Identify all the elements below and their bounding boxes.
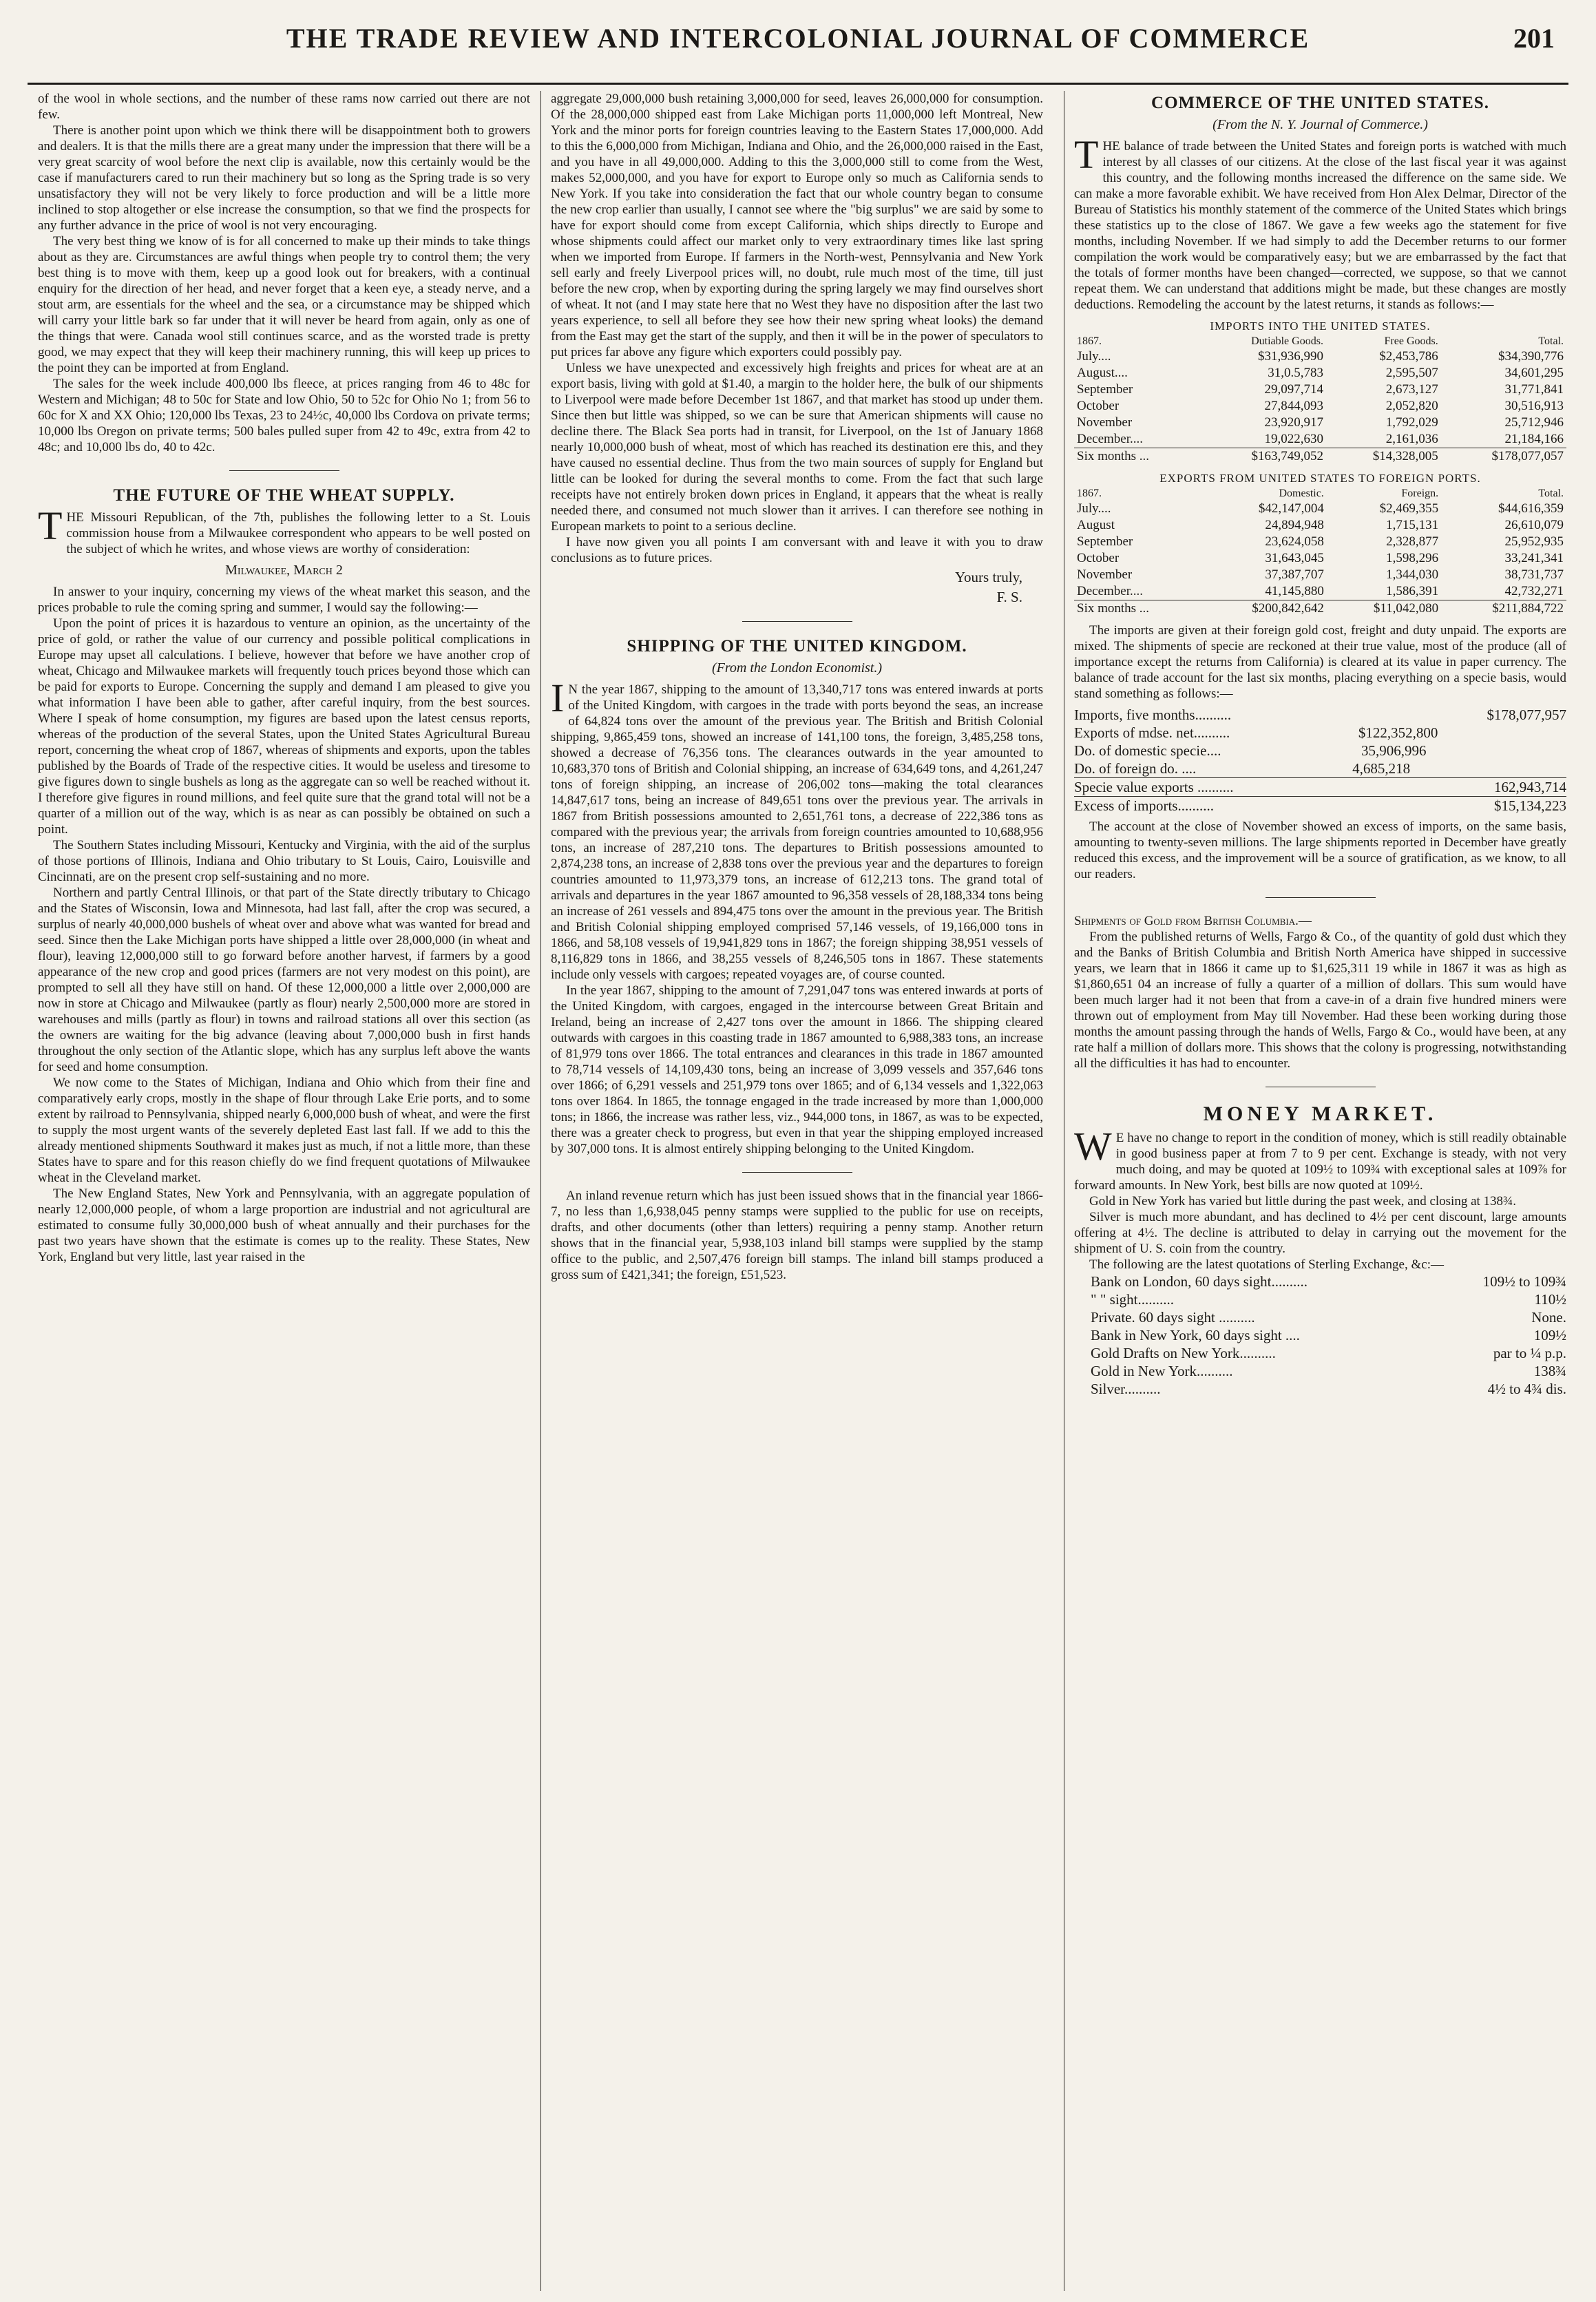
- table-cell: 2,673,127: [1385, 382, 1438, 397]
- column-header: 1867.: [1077, 335, 1102, 347]
- table-cell: August....: [1077, 366, 1128, 380]
- paragraph: aggregate 29,000,000 bush retaining 3,000,000 for seed, leaves 26,000,000 for consumption. Of the 28,000,000 shipped east from Lake Michigan ports 11,000,000 left Montreal, New York and the minor ports for foreign countries leaving to the Eastern States 17,000,000. Add to this the 6,000,000 from Michigan, Indiana and Ohio, and the 26,000,000 raised in the East, and you have in all 49,000,000. Adding to this the 3,000,000 still to come from the West, makes 52,000,000, and you have for export to Europe only so much as California sends to New York. If you take into consideration the fact that our whole country began to consume the new crop earlier than usually, I cannot see where the "big surplus" we are said by some to have for export should come from except California, which ships directly to Europe and whose shipments could affect our market only to very extraordinary times like last spring when we imported from Europe. If farmers in the North-west, Pennsylvania and New York sell early and freely Liverpool prices will, no doubt, rule much most of the time, till just before the new crop, when by exporting during the spring largely we may find ourselves short of wheat. It not (and I may state here that no West they have no disposition after the last two years experience, to sell all before they see how their new spring wheat looks) the demand from the East may get the start of the supply, and then it will be in the power of speculators to put prices far above any figure which exporters could possibly pay.: [551, 92, 1043, 359]
- table-cell: 1,715,131: [1386, 518, 1439, 532]
- imports-table: [1074, 335, 1566, 465]
- table-cell: September: [1077, 534, 1133, 549]
- column-right: [1074, 91, 1566, 2291]
- table-row: [1074, 583, 1566, 600]
- paragraph: IN the year 1867, shipping to the amount of 13,340,717 tons was entered inwards at ports of the United Kingdom, with cargoes in the trade with ports beyond the seas, an increase of 64,824 tons over the amount of the previous year. The British and British Colonial shipping, 9,865,459 tons, showed an increase of 141,100 tons, the foreign, 3,485,258 tons, showed a decrease of 76,356 tons. The clearances outwards in the year amounted to 10,683,370 tons of British and Colonial shipping, an increase of 634,649 tons, and 4,261,247 tons of foreign shipping, an increase of 206,002 tons—making the total clearances 14,847,617 tons, being an increase of 849,651 tons over the previous year. The arrivals in 1867 from British possessions amounted to 2,651,761 tons, a decrease of 222,386 tons as compared with the previous year; the arrivals from foreign countries amounted to 10,688,956 tons, an increase of 287,210 tons. The departures to British possessions amounted to 2,874,238 tons, an increase of 2,838 tons over the previous year and the departures to foreign countries amounted to 11,973,379 tons, an increase of 612,213 tons. The grand total of arrivals and departures in the year 1867 amounted to 96,358 vessels of 28,188,334 tons being an increase of 261 vessels and 894,475 tons over the amount in the previous year. The British and British Colonial shipping employed comprised 57,146 vessels, of 19,166,000 tons in 1866, and 58,108 vessels of 19,941,829 tons in 1867; the foreign shipping 38,951 vessels of 8,116,829 tons in 1866, and 38,255 vessels of 8,246,505 tons in 1867. These statements include only vessels with cargoes; repeated voyages are, of course counted.: [551, 676, 1043, 982]
- table-cell: 1,598,296: [1386, 551, 1439, 565]
- table-row: [1074, 365, 1566, 381]
- table-cell: 1,344,030: [1386, 567, 1439, 582]
- exports-table-title: EXPORTS FROM UNITED STATES TO FOREIGN PORTS.: [1159, 472, 1481, 485]
- table-cell: 1,792,029: [1385, 415, 1438, 430]
- table-cell: 31,643,045: [1265, 551, 1324, 565]
- table-cell: $2,469,355: [1379, 501, 1439, 516]
- paragraph: The New England States, New York and Pennsylvania, with an aggregate population of nearly 12,000,000 people, of whom a large proportion are industrial and not agricultural are estimated to consume fully 30,000,000 bush of wheat annually and their purchases for the past two years have shown that the estimate is comes up to the reality. These States, New York, England but very little, last year raised in the: [38, 1186, 530, 1264]
- balance-label: Do. of foreign do. ....: [1074, 760, 1197, 777]
- column-middle: [551, 91, 1043, 2291]
- table-total-row: [1074, 448, 1566, 465]
- paragraph: Silver is much more abundant, and has declined to 4½ per cent discount, large amounts offering at 4½. The decline is attributed to delay in carrying out the movement for the shipment of U. S. coin from the country.: [1074, 1210, 1566, 1256]
- quote-value: par to ¼ p.p.: [1493, 1345, 1566, 1361]
- section-divider: [742, 1172, 852, 1173]
- table-cell: November: [1077, 567, 1133, 582]
- column-divider: [540, 91, 541, 2291]
- table-cell: October: [1077, 399, 1120, 413]
- paragraph: Gold in New York has varied but little during the past week, and closing at 138¾.: [1089, 1194, 1517, 1208]
- paragraph: In the year 1867, shipping to the amount of 7,291,047 tons was entered inwards at ports of the United Kingdom, with cargoes, engaged in the intercourse between Great Britain and Ireland, being an increase of 2,427 tons over the amount in 1866. The shipping cleared outwards with cargoes in this coasting trade in 1867 amounted to 6,988,383 tons, an increase of 81,979 tons over 1866. The total entrances and clearances in this trade in 1867 amounted to 78,714 vessels of 14,109,430 tons, being an increase of 3,099 vessels and 357,646 tons over 1866; of 6,291 vessels and 251,979 tons over 1865; and of 6,134 vessels and 1,322,063 tons over 1864. In 1865, the tonnage engaged in the trade increased by more than 1,000,000 tons; in 1866, the increase was rather less, viz., 944,000 tons, in 1867, as was to be expected, there was a greater check to progress, but even in that year the shipping employed increased by 307,000 tons. It is almost entirely shipping belonging to the United Kingdom.: [551, 983, 1043, 1156]
- balance-subtotal: 4,685,218: [1352, 760, 1411, 777]
- page-number: 201: [1513, 23, 1555, 54]
- quote-label: Bank in New York, 60 days sight ....: [1091, 1327, 1300, 1343]
- column-header: Total.: [1538, 335, 1564, 347]
- exports-table: [1074, 487, 1566, 617]
- table-cell: 27,844,093: [1264, 399, 1323, 413]
- balance-subtotal: $122,352,800: [1358, 724, 1438, 741]
- column-header: Dutiable Goods.: [1251, 335, 1323, 347]
- table-cell: 2,052,820: [1385, 399, 1438, 413]
- column-header: Total.: [1538, 488, 1564, 499]
- quote-line: [1091, 1308, 1566, 1326]
- paragraph: WE have no change to report in the condition of money, which is still readily obtainable in good business paper at from 7 to 9 per cent. Exchange is steady, with not very much doing, and may be quoted at 109½ to 109¾ with exceptional sales at 109⅞ for forward amounts. In New York, best bills are now quoted at 109½.: [1074, 1124, 1566, 1193]
- table-row: [1074, 517, 1566, 534]
- paragraph: The sales for the week include 400,000 lbs fleece, at prices ranging from 46 to 48c for Western and Michigan; 48 to 50c for State and low Ohio, 50 to 52c for Ohio No 1; from 56 to 60c for X and XX Ohio; 120,000 lbs Texas, 23 to 24½c, 40,000 lbs Cordova on private terms; 10,000 lbs Oregon on private terms; 500 bales pulled super from 42 to 49c, extra from 42 to 48c; and 10,000 lbs do, 40 to 42c.: [38, 377, 530, 454]
- quote-line: [1091, 1273, 1566, 1290]
- balance-line: [1074, 760, 1566, 777]
- balance-account: [1074, 706, 1566, 815]
- paragraph: There is another point upon which we think there will be disappointment both to growers and dealers. It is that the mills there are a great many under the impression that there will be a very great scarcity of wool before the next clip is available, now this certainly would be the case if manufacturers cared to run their machinery but so long as the Spring trade is so very unsatisfactory they will not be very likely to force production and will be a little more inclined to stop altogether or else increase the consumption, so that we find the prospects for any further advance in the price of wool is not very encouraging.: [38, 123, 530, 233]
- paragraph: From the published returns of Wells, Fargo & Co., of the quantity of gold dust which they and the Banks of British Columbia and British North America have shipped in successive years, we learn that in 1866 it came up to $1,625,311 19 while in 1867 it was as high as $1,860,651 04 an increase of fully a quarter of a million of dollars. This sum would have been much larger had it not been that from a cave-in of a drain five hundred miners were thrown out of employment from May till November. Had these been working during those months the amount passing through the hands of Wells, Fargo & Co., would have been, at any rate half a million of dollars more. This shows that the colony is progressing, notwithstanding all the difficulties it has had to encounter.: [1074, 930, 1566, 1071]
- balance-total: $15,134,223: [1493, 797, 1566, 814]
- balance-line: [1074, 796, 1566, 815]
- page-header: [28, 14, 1568, 62]
- article-intro: THE Missouri Republican, of the 7th, publishes the following letter to a St. Louis commission house from a Milwaukee correspondent who appears to be well posted on the subject of which he writes, and whose views are worthy of consideration:: [38, 503, 530, 556]
- table-cell: September: [1077, 382, 1133, 397]
- balance-label: Imports, five months..........: [1074, 707, 1232, 723]
- quote-label: " " sight..........: [1091, 1291, 1174, 1308]
- table-cell: 41,145,880: [1265, 584, 1324, 598]
- table-cell: 37,387,707: [1265, 567, 1324, 582]
- balance-label: Excess of imports..........: [1074, 797, 1214, 814]
- table-cell: 23,624,058: [1265, 534, 1324, 549]
- quote-value: 138¾: [1533, 1363, 1566, 1379]
- paragraph: An inland revenue return which has just been issued shows that in the financial year 1866-7, no less than 1,6,938,045 penny stamps were supplied to the public for use on receipts, drafts, and other documents (other than letters) requiring a penny stamp. Another return shows that in the financial year, 5,938,103 inland bill stamps were supplied by the stamp office to the public, and 2,507,476 foreign bill stamps. The inland bill stamps produced a gross sum of £421,341; the foreign, £51,523.: [551, 1189, 1043, 1282]
- table-cell: 31,771,841: [1504, 382, 1564, 397]
- gold-shipments-heading: Shipments of Gold from British Columbia.—: [1074, 914, 1312, 928]
- paragraph: We now come to the States of Michigan, Indiana and Ohio which from their fine and comparatively early crops, mostly in the shape of flour through Lake Erie ports, and to some extent by railroad to Pennsylvania, shipped nearly 6,000,000 bush of wheat, and were the first to supply the most urgent wants of the severely depleted East last fall. If we add to this the already mentioned shipments Southward it makes just as much, if not a little more, than these States have to spare and for this reason chiefly do we find frequent quotations of Milwaukee wheat in the Cleveland market.: [38, 1076, 530, 1185]
- quote-label: Bank on London, 60 days sight..........: [1091, 1273, 1308, 1290]
- balance-subtotal: 35,906,996: [1361, 742, 1427, 759]
- quote-line: [1091, 1380, 1566, 1398]
- signature-initials: F. S.: [996, 589, 1022, 605]
- signature-closing: Yours truly,: [954, 569, 1022, 585]
- table-cell: 2,328,877: [1386, 534, 1439, 549]
- section-divider: [1266, 897, 1376, 898]
- table-cell: $200,842,642: [1201, 600, 1327, 618]
- table-cell: $178,077,057: [1441, 448, 1566, 465]
- table-cell: 23,920,917: [1264, 415, 1323, 430]
- quote-line: [1091, 1344, 1566, 1362]
- quote-value: 109½ to 109¾: [1482, 1273, 1566, 1290]
- table-cell: $163,749,052: [1200, 448, 1326, 465]
- section-divider: [229, 470, 339, 471]
- table-cell: 1,586,391: [1386, 584, 1439, 598]
- table-row: [1074, 534, 1566, 550]
- quote-line: [1091, 1326, 1566, 1344]
- table-cell: July....: [1077, 501, 1111, 516]
- exchange-quotations: [1074, 1273, 1566, 1398]
- balance-label: Exports of mdse. net..........: [1074, 724, 1230, 741]
- paragraph: Upon the point of prices it is hazardous to venture an opinion, as the uncertainty of the price of gold, or rather the value of our currency and possible political complications in Europe may upset all calculations. I believe, however that before we have another crop of wheat, Chicago and Milwaukee markets will frequently touch prices beyond those which can be paid for exports to Europe. Concerning the supply and demand I am pleased to give you what information I have been able to gather, after careful inquiry, from the best sources. Where I speak of home consumption, my figures are based upon the latest census reports, whereas of the production of the several States, upon the United States Agricultural Bureau report, concerning the wheat crop of 1867, whereas of shipments and exports, upon the tables published by the Boards of Trade of the respective cities. It would be useless and tiresome to give figures down to single bushels as long as the aggregate can so well be reached without it. I therefore give figures in round millions, and feel quite sure that the grand total will not be a quarter of a million out of the way, which is as near as can possibly be obtained on such a point.: [38, 616, 530, 837]
- table-cell: 31,0.5,783: [1268, 366, 1323, 380]
- table-cell: $34,390,776: [1498, 349, 1564, 364]
- table-cell: $11,042,080: [1327, 600, 1441, 618]
- column-left: [38, 91, 530, 2291]
- balance-total: $178,077,957: [1487, 707, 1566, 723]
- table-cell: $2,453,786: [1379, 349, 1438, 364]
- table-cell: 24,894,948: [1265, 518, 1324, 532]
- table-cell: 30,516,913: [1504, 399, 1564, 413]
- table-row: [1074, 431, 1566, 448]
- article-title-money-market: MONEY MARKET.: [1203, 1102, 1438, 1125]
- balance-line: [1074, 724, 1566, 742]
- table-cell: December....: [1077, 584, 1144, 598]
- paragraph: The very best thing we know of is for all concerned to make up their minds to take things about as they are. Circumstances are awful things when people try to control them; the very best thing is to move with them, keep up a good look out for breakers, with a continual enquiry for the direction of her head, and never forget that a keen eye, a steady nerve, and a stout arm, are essentials for the wheel and the sea, or a circumstance may be shipped which will carry your little bark so far under that it will never be heard from again, only as one of the things that were. Canada wool still continues scarce, and as the worsted trade is pretty good, we may expect that they will keep their machinery running, this will keep up prices to the point they can be imported at from England.: [38, 234, 530, 375]
- paragraph: THE balance of trade between the United States and foreign ports is watched with much interest by all classes of our citizens. At the close of the last fiscal year it was against this country, and the following months increased the difference on the same side. We can make a more favorable exhibit. We have received from Hon Alex Delmar, Director of the Bureau of Statistics his monthly statement of the commerce of the United States which brings these statistics up to the close of 1867. We gave a few weeks ago the statement for five months, including November. If we had simply to add the December returns to our former compilation the work would be comparatively easy; but we are embarrassed by the fact that the totals of former months have been changed—corrected, we suppose, so that we cannot repeat them. We can understand that additions might be made, but these changes are mostly deductions. Remodeling the account by the latest returns, it stands as follows:—: [1074, 132, 1566, 312]
- table-row: [1074, 550, 1566, 567]
- column-header: Domestic.: [1279, 488, 1324, 499]
- table-cell: 2,595,507: [1385, 366, 1438, 380]
- table-cell: November: [1077, 415, 1133, 430]
- quote-value: 110½: [1534, 1291, 1566, 1308]
- quote-label: Gold in New York..........: [1091, 1363, 1233, 1379]
- table-cell: $211,884,722: [1441, 600, 1566, 618]
- table-cell: $42,147,004: [1258, 501, 1324, 516]
- table-row: [1074, 501, 1566, 517]
- article-title-commerce: COMMERCE OF THE UNITED STATES.: [1151, 94, 1489, 112]
- quote-label: Gold Drafts on New York..........: [1091, 1345, 1276, 1361]
- table-cell: 29,097,714: [1264, 382, 1323, 397]
- balance-line: [1074, 742, 1566, 760]
- column-header: 1867.: [1077, 488, 1102, 499]
- table-cell: December....: [1077, 432, 1144, 446]
- paragraph: In answer to your inquiry, concerning my views of the wheat market this season, and the prices probable to rule the coming spring and summer, I would say the following:—: [38, 585, 530, 615]
- table-row: [1074, 381, 1566, 398]
- table-cell: 2,161,036: [1385, 432, 1438, 446]
- table-cell: 34,601,295: [1504, 366, 1564, 380]
- table-cell: 19,022,630: [1264, 432, 1323, 446]
- table-cell: Six months ...: [1074, 448, 1200, 465]
- table-row: [1074, 348, 1566, 365]
- header-rule: [28, 83, 1568, 85]
- imports-header-row: [1074, 335, 1566, 348]
- table-cell: August: [1077, 518, 1115, 532]
- paragraph: of the wool in whole sections, and the number of these rams now carried out there are not few.: [38, 92, 530, 122]
- paragraph: Unless we have unexpected and excessively high freights and prices for wheat are at an export basis, living with gold at $1.40, a margin to the holder here, the bulk of our shipments to Liverpool were made before December 1st 1867, and that market has stood up under them. Since then but little was shipped, so we can be sure that American shipments will cause no decline there. The Black Sea ports had in transit, for Liverpool, on the 1st of January 1868 nearly 10,000,000 bush of wheat, most of which has reached its destination ere this, and they have caused no essential decline. Thus from the two main sources of supply for England but little can be looked for during the several months to come. From the fact that such large receipts have not entirely broken down prices in England, it appears that the wheat is really needed there, and consumed not much slower than it arrives. I can therefore see nothing in European markets to point to a serious decline.: [551, 361, 1043, 534]
- section-divider: [742, 621, 852, 622]
- article-title-shipping: SHIPPING OF THE UNITED KINGDOM.: [627, 637, 967, 656]
- table-cell: 25,952,935: [1504, 534, 1564, 549]
- balance-total: 162,943,714: [1494, 779, 1566, 795]
- table-cell: October: [1077, 551, 1120, 565]
- quote-value: 4½ to 4¾ dis.: [1487, 1381, 1566, 1397]
- table-cell: 33,241,341: [1504, 551, 1564, 565]
- quote-value: 109½: [1533, 1327, 1566, 1343]
- table-cell: 26,610,079: [1504, 518, 1564, 532]
- table-cell: 21,184,166: [1504, 432, 1564, 446]
- table-cell: Six months ...: [1074, 600, 1201, 618]
- table-cell: July....: [1077, 349, 1111, 364]
- balance-line: [1074, 706, 1566, 724]
- column-header: Foreign.: [1401, 488, 1439, 499]
- table-cell: $14,328,005: [1326, 448, 1441, 465]
- table-cell: $44,616,359: [1498, 501, 1564, 516]
- article-source: (From the London Economist.): [711, 660, 882, 676]
- paragraph: The following are the latest quotations of Sterling Exchange, &c:—: [1089, 1257, 1444, 1272]
- table-cell: $31,936,990: [1257, 349, 1323, 364]
- table-cell: 42,732,271: [1504, 584, 1564, 598]
- quote-line: [1091, 1362, 1566, 1380]
- dateline: Milwaukee, March 2: [225, 563, 343, 578]
- column-header: Free Goods.: [1384, 335, 1438, 347]
- article-title-wheat: THE FUTURE OF THE WHEAT SUPPLY.: [113, 486, 455, 505]
- quote-line: [1091, 1290, 1566, 1308]
- article-source: (From the N. Y. Journal of Commerce.): [1212, 117, 1428, 132]
- table-total-row: [1074, 600, 1566, 618]
- table-cell: 25,712,946: [1504, 415, 1564, 430]
- paragraph: The imports are given at their foreign gold cost, freight and duty unpaid. The exports are mixed. The shipments of specie are reckoned at their true value, most of the produce (all of importance except the returns from California) is cleared at its value in paper currency. The balance of trade account for the last six months, placing everything on a specie basis, would stand something as follows:—: [1074, 623, 1566, 701]
- table-row: [1074, 415, 1566, 431]
- balance-line: [1074, 777, 1566, 796]
- paragraph: I have now given you all points I am conversant with and leave it with you to draw conclusions as to future prices.: [551, 535, 1043, 565]
- exports-header-row: [1074, 487, 1566, 501]
- quote-value: None.: [1531, 1309, 1566, 1326]
- running-title: THE TRADE REVIEW AND INTERCOLONIAL JOURNAL OF COMMERCE: [286, 23, 1310, 54]
- table-row: [1074, 567, 1566, 583]
- paragraph: Northern and partly Central Illinois, or that part of the State directly tributary to Chicago and the States of Wisconsin, Iowa and Minnesota, had last fall, after the crop was secured, a surplus of nearly 40,000,000 bushels of wheat over and above what was wanted for bread and seed. Since then the Lake Michigan ports have shipped a little over 28,000,000 (in wheat and flour), leaving 12,000,000 still to go forward before another harvest, if farmers by a good appearance of the new crop and good prices (farmers are not very modest on this point), are prompted to sell all they have still on hand. Of these 12,000,000 a little over 2,000,000 are now in store at Chicago and Milwaukee (partly as flour) nearly 2,500,000 more are stored in warehouses and mills (partly as flour) in towns and railroad stations all over this section (as the owners are waiting for the big advance (leaving about 7,000,000 bush in first hands throughout the only section of the Atlantic slope, which has any surplus left above the wants for seed and home consumption.: [38, 886, 530, 1074]
- balance-label: Do. of domestic specie....: [1074, 742, 1221, 759]
- table-row: [1074, 398, 1566, 415]
- quote-label: Private. 60 days sight ..........: [1091, 1309, 1255, 1326]
- quote-label: Silver..........: [1091, 1381, 1161, 1397]
- paragraph: The Southern States including Missouri, Kentucky and Virginia, with the aid of the surplus of those portions of Illinois, Indiana and Ohio tributary to St Louis, Cairo, Louisville and Cincinnati, are on the present crop self-sustaining and no more.: [38, 838, 530, 884]
- table-cell: 38,731,737: [1504, 567, 1564, 582]
- imports-table-title: IMPORTS INTO THE UNITED STATES.: [1210, 320, 1431, 333]
- paragraph: The account at the close of November showed an excess of imports, on the same basis, amounting to twenty-seven millions. The large shipments reported in December have greatly reduced this excess, and the improvement will be a source of gratification, as we know, to all our readers.: [1074, 819, 1566, 881]
- balance-label: Specie value exports ..........: [1074, 779, 1234, 795]
